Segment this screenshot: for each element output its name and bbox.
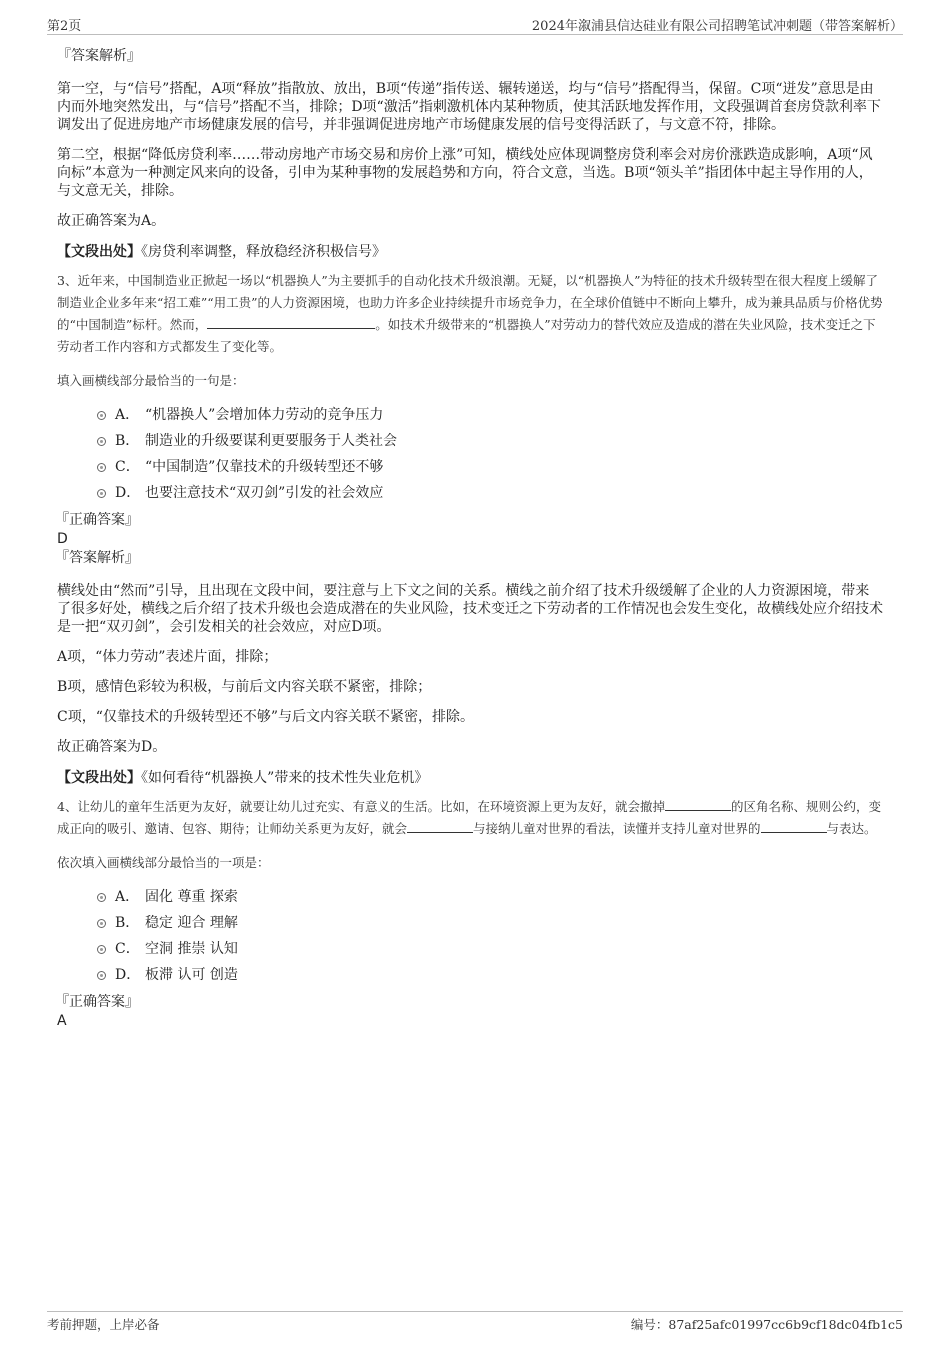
radio-icon[interactable] bbox=[97, 971, 106, 980]
option-key: A． bbox=[115, 407, 140, 423]
question-instruction: 依次填入画横线部分最恰当的一项是： bbox=[57, 855, 270, 870]
fill-blank bbox=[407, 818, 473, 833]
analysis-paragraph: 第一空，与“信号”搭配，A项“释放”指散放、放出，B项“传递”指传送、辗转递送，均与“信号”搭配得当，保留。C项“迸发”意思是由内而外地突然发出，与“信号”搭配不当，排除；D项“激活”指刺激机体内某种物质，使其活跃地发挥作用，文段强调首套房贷款利率下调发出了促进房地产市场健康发展的信号，并非强调促进房地产市场健康发展的信号变得活跃了，与文意不符，排除。 bbox=[57, 81, 881, 133]
option-d[interactable] bbox=[57, 962, 883, 988]
option-a[interactable] bbox=[57, 884, 883, 910]
analysis-paragraph: 第二空，根据“降低房贷利率……带动房地产市场交易和房价上涨”可知，横线处应体现调整房贷利率会对房价涨跌造成影响，A项“风向标”本意为一种测定风来向的设备，引申为某种事物的发展趋势和方向，符合文意，当选。B项“领头羊”指团体中起主导作用的人，与文意无关，排除。 bbox=[57, 147, 873, 199]
option-text: 也要注意技术“双刃剑”引发的社会效应 bbox=[145, 485, 384, 501]
option-list bbox=[57, 884, 883, 988]
option-key: C． bbox=[115, 459, 140, 475]
option-text: “机器换人”会增加体力劳动的竞争压力 bbox=[145, 407, 384, 423]
page-header bbox=[47, 12, 903, 35]
option-b[interactable] bbox=[57, 910, 883, 936]
option-text: 制造业的升级要谋利更要服务于人类社会 bbox=[145, 433, 397, 449]
option-b[interactable] bbox=[57, 428, 883, 454]
analysis-paragraph: B项，感情色彩较为积极，与前后文内容关联不紧密，排除； bbox=[57, 679, 432, 695]
correct-answer: D bbox=[57, 531, 68, 547]
option-text: 稳定 迎合 理解 bbox=[145, 915, 238, 931]
stem-text: 与接纳儿童对世界的看法，读懂并支持儿童对世界的 bbox=[473, 821, 761, 836]
fill-blank bbox=[207, 314, 375, 329]
radio-icon[interactable] bbox=[97, 411, 106, 420]
answer-conclusion: 故正确答案为D。 bbox=[57, 739, 167, 755]
correct-answer: A bbox=[57, 1013, 67, 1029]
document-body bbox=[57, 46, 883, 1030]
page-footer bbox=[47, 1311, 903, 1334]
page-number: 第2页 bbox=[47, 19, 82, 34]
radio-icon[interactable] bbox=[97, 919, 106, 928]
option-key: D． bbox=[115, 485, 141, 501]
document-serial: 编号：87af25afc01997cc6b9cf18dc04fb1c5 bbox=[630, 1317, 903, 1332]
radio-icon[interactable] bbox=[97, 489, 106, 498]
correct-answer-label: 『正确答案』 bbox=[55, 994, 139, 1010]
radio-icon[interactable] bbox=[97, 893, 106, 902]
option-key: B． bbox=[115, 433, 140, 449]
analysis-label: 『答案解析』 bbox=[55, 550, 139, 566]
option-text: 固化 尊重 探索 bbox=[145, 889, 238, 905]
correct-answer-label: 『正确答案』 bbox=[55, 512, 139, 528]
option-key: D． bbox=[115, 967, 141, 983]
stem-text: 4、让幼儿的童年生活更为友好，就要让幼儿过充实、有意义的生活。比如，在环境资源上更为友好，就会撤掉 bbox=[57, 799, 665, 814]
document-title: 2024年溆浦县信达硅业有限公司招聘笔试冲刺题（带答案解析） bbox=[531, 19, 903, 34]
stem-text: 3、近年来，中国制造业正掀起一场以“机器换人”为主要抓手的自动化技术升级浪潮。无疑，以“机器换人”为特征的技术升级转型在很大程度上缓解了制造业企业多年来“招工难”“用工贵”的人力资源困境，也助力许多企业持续提升市场竞争力，在全球价值链中不断向上攀升，成为兼具品质与价格优势的“中国制造”标杆。然而， bbox=[57, 273, 883, 332]
analysis-paragraph: 横线处由“然而”引导，且出现在文段中间，要注意与上下文之间的关系。横线之前介绍了技术升级缓解了企业的人力资源困境，带来了很多好处，横线之后介绍了技术升级也会造成潜在的失业风险，技术变迁之下劳动者的工作情况也会发生变化，故横线处应介绍技术是一把“双刃剑”，会引发相关的社会效应，对应D项。 bbox=[57, 583, 883, 635]
radio-icon[interactable] bbox=[97, 945, 106, 954]
footer-slogan: 考前押题，上岸必备 bbox=[47, 1317, 160, 1332]
fill-blank bbox=[761, 818, 827, 833]
answer-conclusion: 故正确答案为A。 bbox=[57, 213, 166, 229]
question-4 bbox=[57, 796, 883, 1030]
source-citation bbox=[57, 768, 883, 788]
source-label: 【文段出处】 bbox=[57, 770, 141, 786]
option-c[interactable] bbox=[57, 454, 883, 480]
stem-text: 与表达。 bbox=[826, 821, 877, 836]
option-a[interactable] bbox=[57, 402, 883, 428]
question-3 bbox=[57, 270, 883, 788]
option-text: 空洞 推崇 认知 bbox=[145, 941, 238, 957]
analysis-paragraph: C项，“仅靠技术的升级转型还不够”与后文内容关联不紧密，排除。 bbox=[57, 709, 475, 725]
option-c[interactable] bbox=[57, 936, 883, 962]
section-previous-answer bbox=[57, 46, 883, 262]
analysis-label: 『答案解析』 bbox=[57, 48, 141, 64]
radio-icon[interactable] bbox=[97, 463, 106, 472]
analysis-paragraph: A项，“体力劳动”表述片面，排除； bbox=[57, 649, 278, 665]
option-key: C． bbox=[115, 941, 140, 957]
radio-icon[interactable] bbox=[97, 437, 106, 446]
question-stem bbox=[57, 270, 883, 358]
option-text: “中国制造”仅靠技术的升级转型还不够 bbox=[145, 459, 384, 475]
option-text: 板滞 认可 创造 bbox=[145, 967, 238, 983]
question-stem bbox=[57, 796, 883, 840]
fill-blank bbox=[665, 796, 731, 811]
question-instruction: 填入画横线部分最恰当的一句是： bbox=[57, 373, 245, 388]
option-d[interactable] bbox=[57, 480, 883, 506]
source-title: 《房贷利率调整，释放稳经济积极信号》 bbox=[141, 244, 386, 260]
option-key: B． bbox=[115, 915, 140, 931]
source-title: 《如何看待“机器换人”带来的技术性失业危机》 bbox=[141, 770, 429, 786]
option-list bbox=[57, 402, 883, 506]
stem-text: 。如技术升级带来的“机器换人”对劳动力的替代效应及造成的潜在失业风险，技术变迁之下劳动者工作内容和方式都发生了变化等。 bbox=[57, 317, 876, 354]
option-key: A． bbox=[115, 889, 140, 905]
stem-text: 的区角名称、规则公约，变成正向的吸引、邀请、包容、期待；让师幼关系更为友好，就会 bbox=[57, 799, 881, 836]
source-label: 【文段出处】 bbox=[57, 244, 141, 260]
source-citation bbox=[57, 242, 883, 262]
